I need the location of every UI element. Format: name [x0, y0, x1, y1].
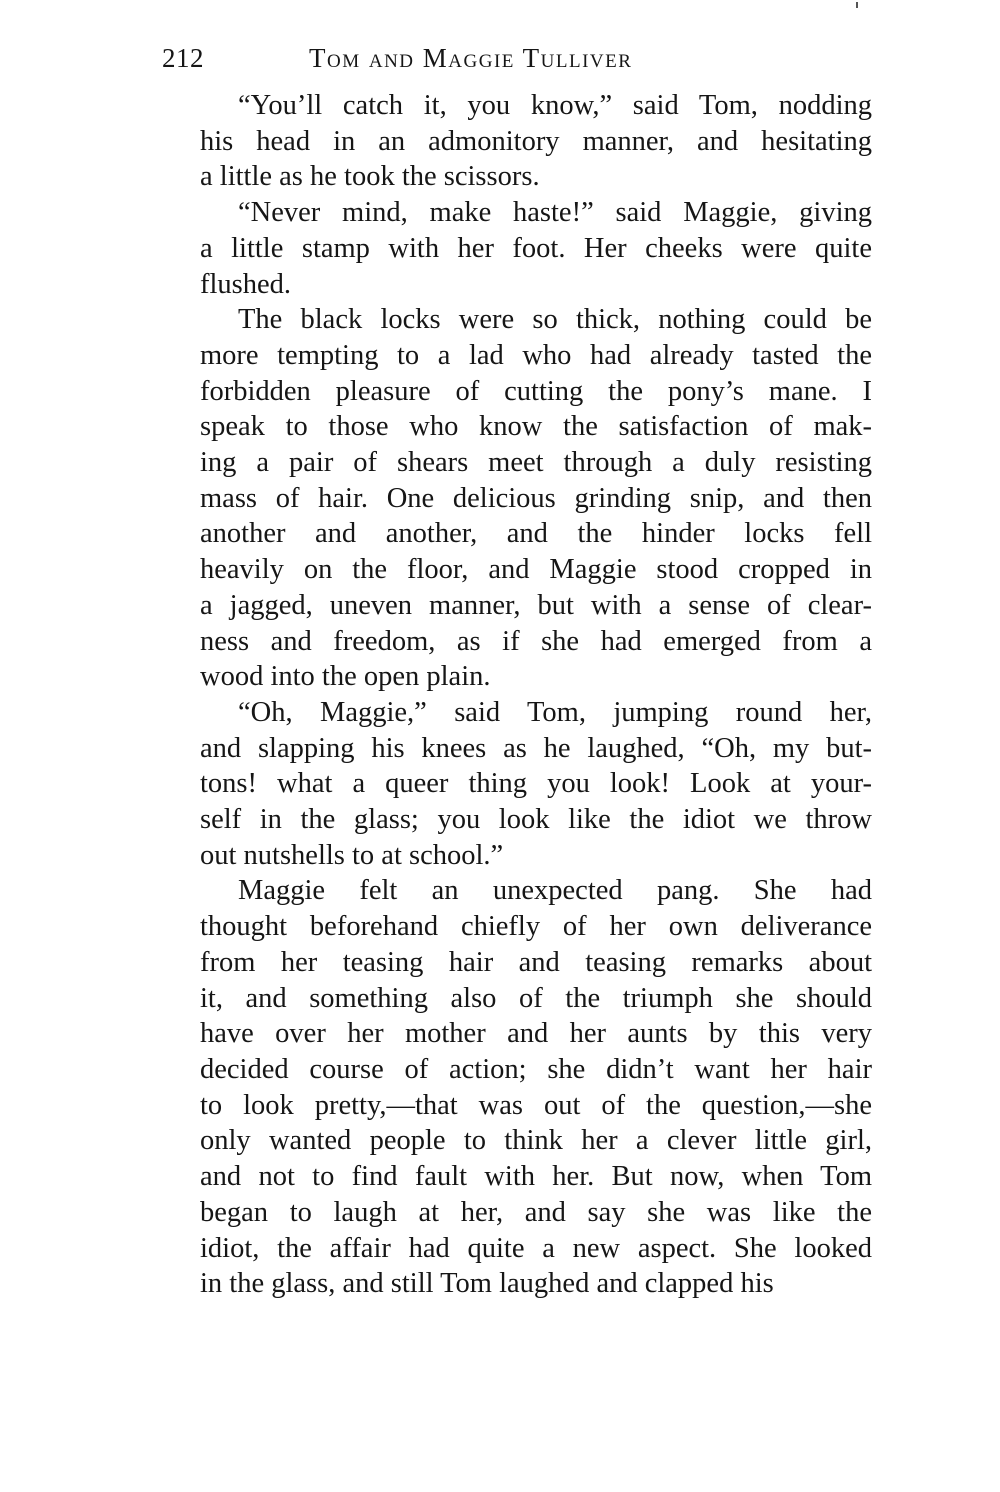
running-head: [162, 38, 872, 78]
text-line: self in the glass; you look like the idiot we throw: [200, 804, 872, 836]
text-line: speak to those who know the satisfaction of mak-: [200, 411, 872, 443]
text-line: “You’ll catch it, you know,” said Tom, nodding: [238, 90, 872, 121]
paragraph: [162, 88, 872, 195]
text-line: a little as he took the scissors.: [200, 161, 540, 193]
text-line: “Oh, Maggie,” said Tom, jumping round her,: [238, 696, 872, 728]
text-line: decided course of action; she didn’t want her hair: [200, 1053, 872, 1085]
text-line: to look pretty,—that was out of the question,—she: [200, 1089, 872, 1121]
text-line: mass of hair. One delicious grinding snip, and then: [200, 482, 872, 514]
text-line: ness and freedom, as if she had emerged from a: [200, 625, 872, 657]
text-line: The black locks were so thick, nothing could be: [238, 304, 872, 336]
text-line: forbidden pleasure of cutting the pony’s mane. I: [200, 375, 872, 407]
text-line: began to laugh at her, and say she was like the: [200, 1196, 872, 1228]
text-line: ing a pair of shears meet through a duly resisting: [200, 447, 872, 479]
text-line: wood into the open plain.: [200, 661, 491, 693]
body-text: [162, 88, 872, 1302]
page-number: 212: [162, 43, 204, 73]
text-line: only wanted people to think her a clever little girl,: [200, 1125, 872, 1157]
text-line: from her teasing hair and teasing remarks about: [200, 946, 872, 978]
paragraph: [162, 302, 872, 695]
running-title: Tom and Maggie Tulliver: [309, 43, 633, 73]
text-line: and slapping his knees as he laughed, “Oh, my but-: [200, 732, 872, 764]
paragraph: [162, 873, 872, 1301]
text-line: his head in an admonitory manner, and hesitating: [200, 125, 872, 157]
text-line: another and another, and the hinder locks fell: [200, 518, 872, 550]
text-line: tons! what a queer thing you look! Look at your-: [200, 768, 872, 800]
text-line: thought beforehand chiefly of her own deliverance: [200, 911, 872, 943]
text-line: a little stamp with her foot. Her cheeks were quite: [200, 232, 872, 264]
text-line: heavily on the floor, and Maggie stood cropped in: [200, 554, 872, 586]
text-line: “Never mind, make haste!” said Maggie, giving: [238, 197, 872, 229]
text-line: flushed.: [200, 268, 292, 300]
text-line: it, and something also of the triumph she should: [200, 982, 872, 1014]
scan-mark: [856, 2, 858, 8]
text-line: idiot, the affair had quite a new aspect. She looked: [200, 1232, 872, 1264]
text-line: more tempting to a lad who had already tasted the: [200, 339, 872, 371]
text-line: Maggie felt an unexpected pang. She had: [238, 875, 872, 907]
paragraph: [162, 695, 872, 874]
text-line: out nutshells to at school.”: [200, 839, 504, 871]
text-line: and not to find fault with her. But now, when Tom: [200, 1161, 872, 1193]
text-line: a jagged, uneven manner, but with a sense of clear-: [200, 589, 872, 621]
text-line: in the glass, and still Tom laughed and clapped his: [200, 1268, 774, 1300]
paragraph: [162, 195, 872, 302]
text-line: have over her mother and her aunts by this very: [200, 1018, 872, 1050]
